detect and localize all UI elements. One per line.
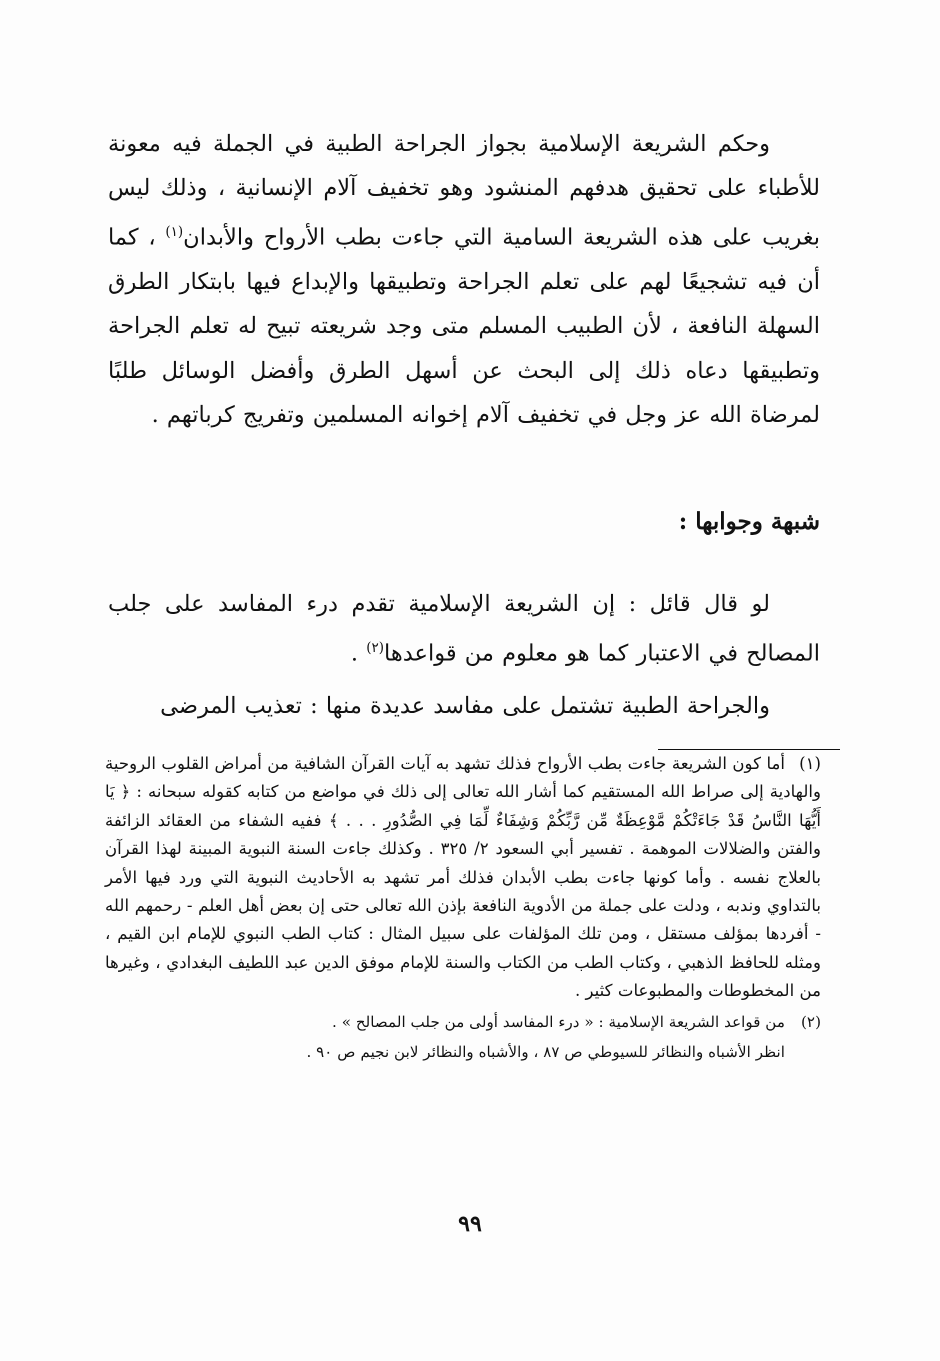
paragraph-1	[108, 122, 820, 437]
footnote-ref-1: (١)	[165, 224, 184, 241]
footnotes	[105, 750, 821, 1066]
footnote-2	[105, 1008, 821, 1036]
footnote-1-number: (١)	[799, 754, 821, 773]
footnote-2-number: (٢)	[800, 1012, 821, 1031]
paragraph-1-text-continued: ، كما أن فيه تشجيعًا لهم على تعلم الجراحة وتطبيقها والإبداع فيها بابتكار الطرق السهلة النافعة ، لأن الطبيب المسلم متى وجد شريعته تبيح له تعلم الجراحة وتطبيقها دعاه ذلك إلى البحث عن أسهل الطرق وأفضل الوسائل طلبًا لمرضاة الله عز وجل في تخفيف آلام إخوانه المسلمين وتفريج كرباتهم .	[108, 224, 820, 428]
main-text	[108, 122, 820, 719]
page-number: ٩٩	[458, 1211, 482, 1237]
paragraph-2-end: .	[350, 640, 367, 667]
footnote-1	[105, 750, 821, 1006]
footnote-1-text: أما كون الشريعة جاءت بطب الأرواح فذلك تشهد به آيات القرآن الشافية من أمراض القلوب الروحية والهادية إلى صراط الله المستقيم كما أشار الله تعالى إلى ذلك في مواضع من كتابه كقوله سبحانه : ﴿ يَا أَيُّهَا النَّاسُ قَدْ جَاءَتْكُمْ مَّوْعِظَةٌ مِّن رَّبِّكُمْ وَشِفَاءٌ لِّمَا فِي الصُّدُورِ . . . ﴾ ففيه الشفاء من العقائد الزائفة والفتن والضلالات الموهمة . تفسير أبي السعود ٢/ ٣٢٥ . وكذلك جاءت السنة النبوية المبينة لهذا القرآن بالعلاج نفسه . وأما كونها جاءت بطب الأبدان فذلك أمر تشهد به الأحاديث النبوية التي ورد فيها الأمر بالتداوي وندبه ، ودلت على جملة من الأدوية النافعة بإذن الله تعالى حتى إن بعض أهل العلم - رحمهم الله - أفردها بمؤلف مستقل ، ومن تلك المؤلفات على سبيل المثال : كتاب الطب النبوي للإمام ابن القيم ، ومثله للحافظ الذهبي ، وكتاب الطب من الكتاب والسنة للإمام موفق الدين عبد اللطيف البغدادي ، وغيرها من المخطوطات والمطبوعات كثير .	[105, 754, 822, 1001]
paragraph-1-text: وحكم الشريعة الإسلامية بجواز الجراحة الطبية في الجملة فيه معونة للأطباء على تحقيق هدفهم المنشود وهو تخفيف آلام الإنسانية ، وذلك ليس بغريب على هذه الشريعة السامية التي جاءت بطب الأرواح والأبدان	[108, 131, 820, 251]
section-heading: شبهة وجوابها :	[678, 508, 820, 535]
paragraph-2	[108, 582, 820, 676]
footnote-2-line-1: من قواعد الشريعة الإسلامية : « درء المفاسد أولى من جلب المصالح » .	[332, 1012, 785, 1031]
footnote-2-continued: انظر الأشباه والنظائر للسيوطي ص ٨٧ ، والأشباه والنظائر لابن نجيم ص ٩٠ .	[306, 1043, 785, 1062]
footnote-ref-2: (٢)	[366, 640, 385, 657]
paragraph-3: والجراحة الطبية تشتمل على مفاسد عديدة منها : تعذيب المرضى	[160, 693, 770, 719]
paragraph-2-text: لو قال قائل : إن الشريعة الإسلامية تقدم درء المفاسد على جلب المصالح في الاعتبار كما هو معلوم من قواعدها	[108, 591, 820, 667]
